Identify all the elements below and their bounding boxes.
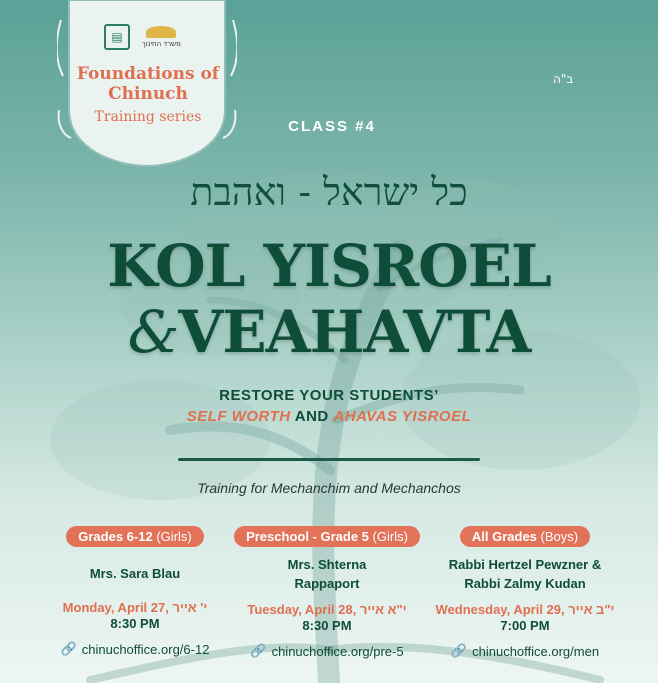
partner-logos xyxy=(104,24,181,50)
series-subtitle: Training series xyxy=(94,109,202,125)
grade-pill: Preschool - Grade 5 (Girls) xyxy=(234,526,420,547)
audience-text: Training for Mechanchim and Mechanchos xyxy=(197,480,461,496)
class-label: CLASS #4 xyxy=(288,118,376,135)
grade-pill: Grades 6-12 (Girls) xyxy=(66,526,203,547)
session-time: 7:00 PM xyxy=(500,618,550,633)
tagline-line2: SELF WORTH AND AHAVAS YISROEL xyxy=(186,408,472,425)
link-icon: 🔗 xyxy=(250,643,267,658)
link-icon: 🔗 xyxy=(450,643,468,658)
session-card xyxy=(222,526,432,659)
main-title-line2: &VEAHAVTA xyxy=(127,298,531,366)
book-icon: ▤ xyxy=(104,24,130,50)
registration-link[interactable]: 🔗 chinuchoffice.org/pre-5 xyxy=(250,643,404,659)
session-date: Monday, April 27, י' אייר xyxy=(62,600,208,615)
session-time: 8:30 PM xyxy=(110,616,160,631)
session-time: 8:30 PM xyxy=(302,618,352,633)
speaker-name: Mrs. Sara Blau xyxy=(89,566,181,581)
session-date: Wednesday, April 29, י"ב אייר xyxy=(435,602,615,617)
tagline-line1: RESTORE YOUR STUDENTS’ xyxy=(219,387,439,404)
speaker-name: Rabbi Hertzel Pewzner & Rabbi Zalmy Kudan xyxy=(448,557,602,591)
session-card xyxy=(30,526,240,657)
registration-link[interactable]: 🔗 chinuchoffice.org/men xyxy=(450,643,600,659)
ministry-logo: משרד החינוך xyxy=(142,26,181,48)
session-card xyxy=(420,526,630,659)
session-date: Tuesday, April 28, י"א אייר xyxy=(247,602,407,617)
link-icon: 🔗 xyxy=(60,641,77,656)
speaker-name: Mrs. Shterna Rappaport xyxy=(287,557,367,591)
divider xyxy=(178,458,480,461)
bsd-mark: ב"ה xyxy=(553,72,574,86)
registration-link[interactable]: 🔗 chinuchoffice.org/6-12 xyxy=(60,641,210,657)
hebrew-title: כל ישראל - ואהבת xyxy=(190,170,468,214)
grade-pill: All Grades (Boys) xyxy=(460,526,590,547)
series-title: Foundations of Chinuch xyxy=(76,64,220,104)
main-title-line1: KOL YISROEL xyxy=(107,232,551,300)
